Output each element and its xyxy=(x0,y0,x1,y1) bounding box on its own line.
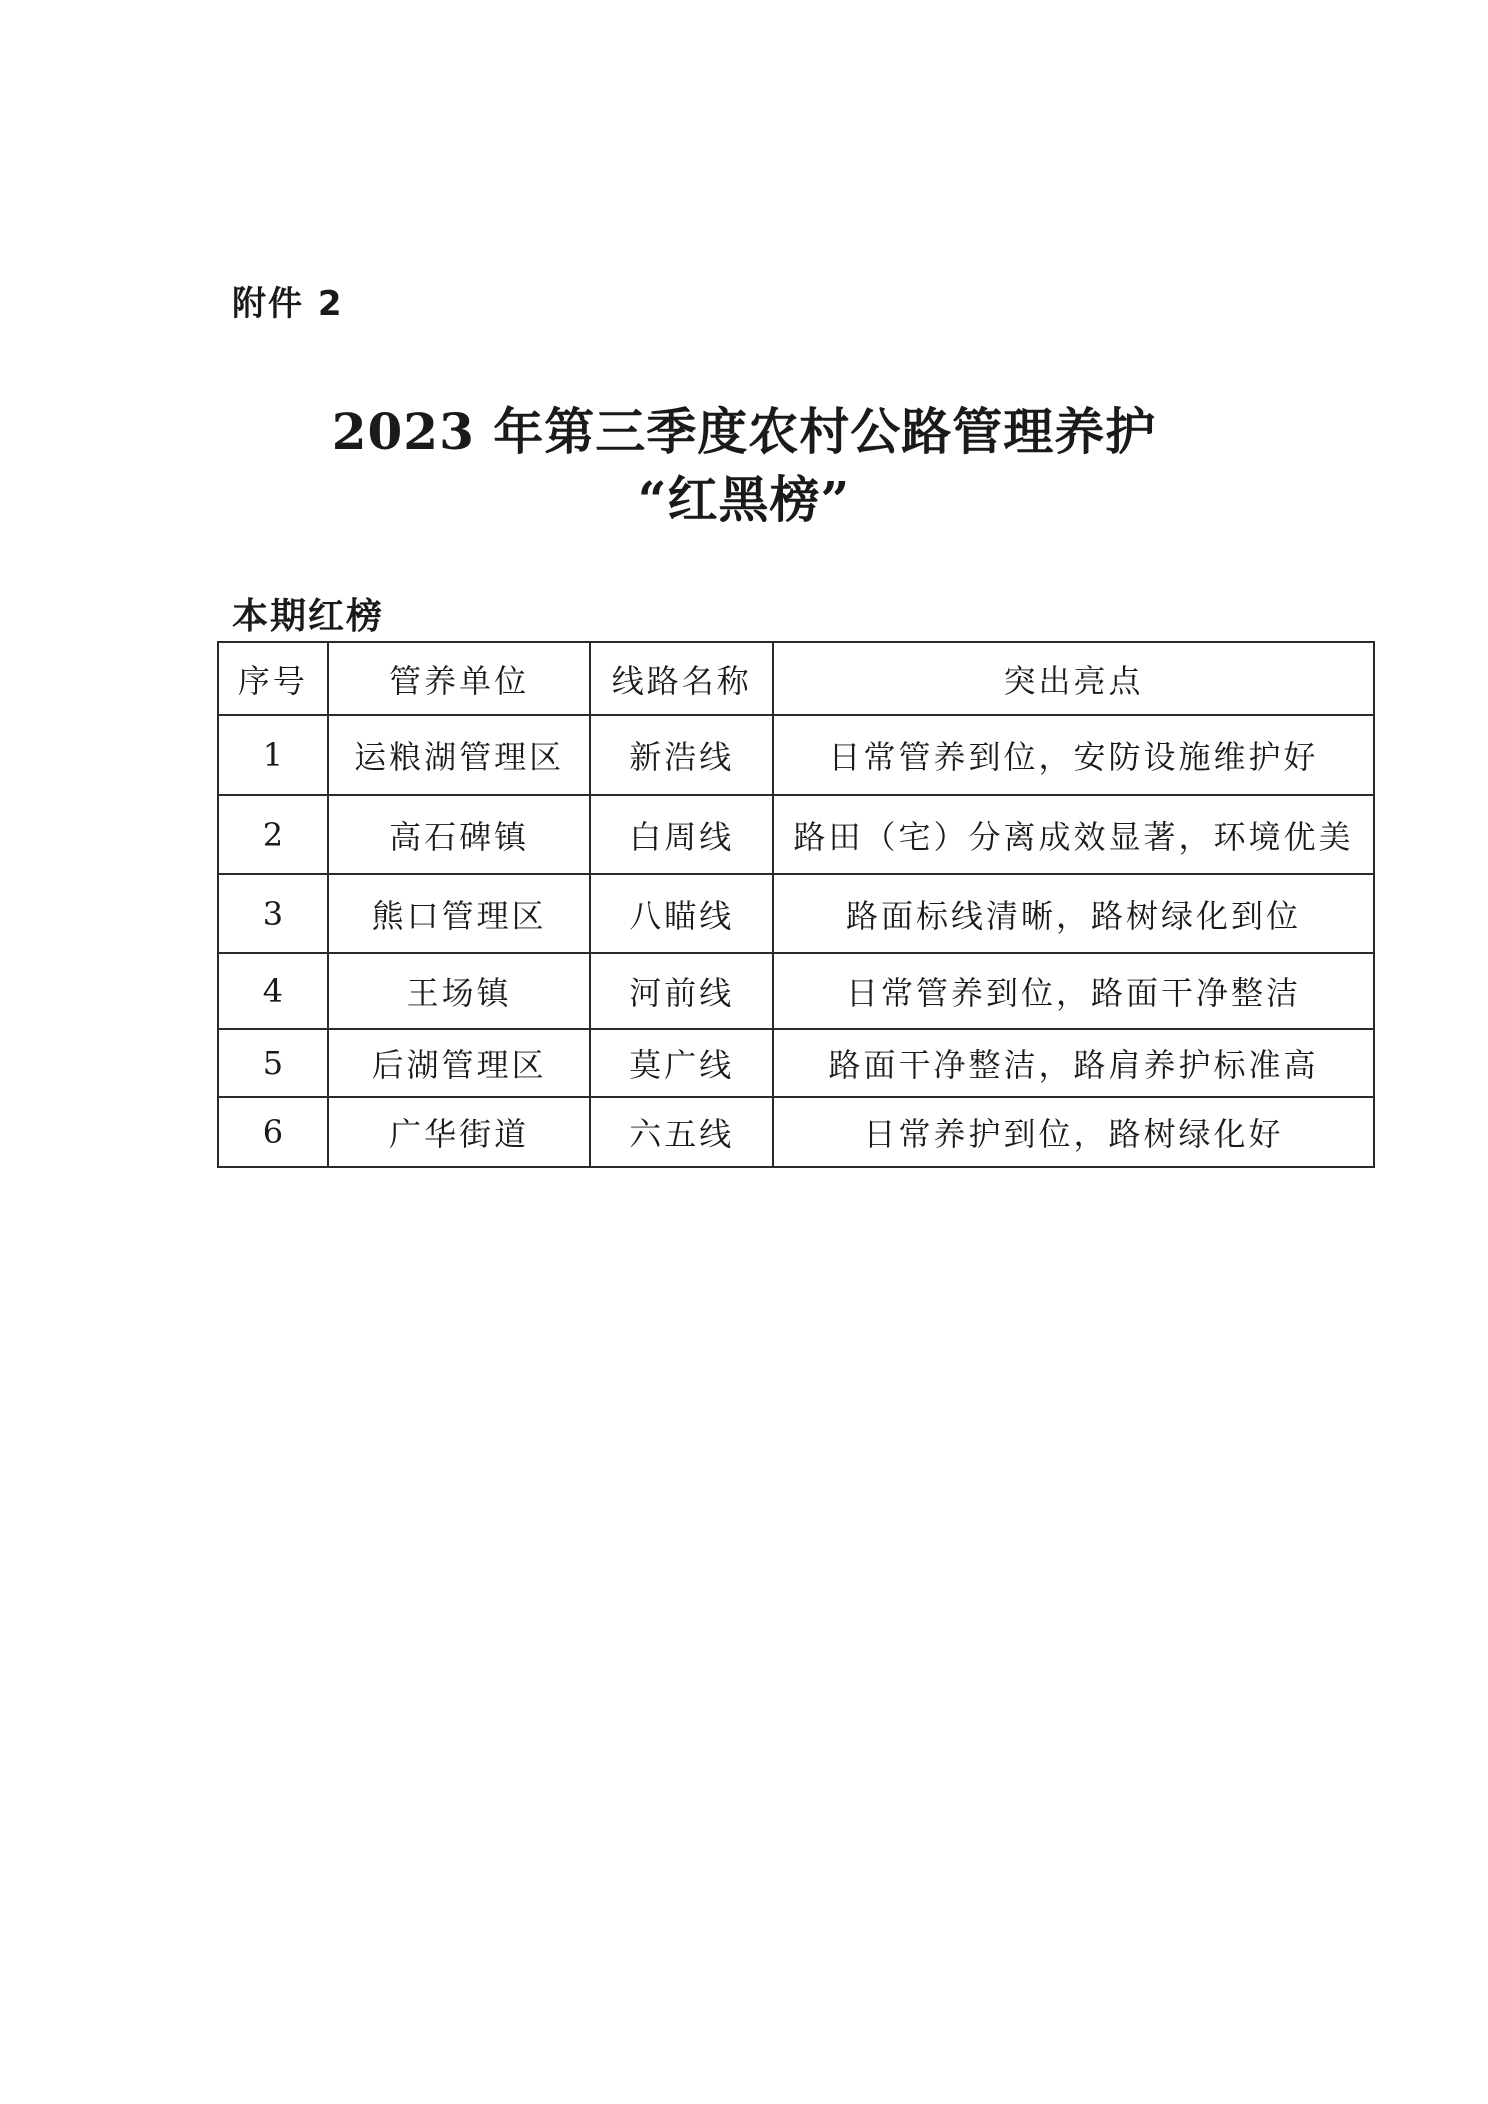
cell-route: 白周线 xyxy=(590,795,773,874)
cell-route: 新浩线 xyxy=(590,715,773,795)
cell-no: 3 xyxy=(218,874,328,953)
header-no: 序号 xyxy=(218,642,328,715)
cell-no: 4 xyxy=(218,953,328,1029)
table-row xyxy=(218,1097,1374,1167)
section-title: 本期红榜 xyxy=(232,596,385,637)
cell-highlight: 路面干净整洁，路肩养护标准高 xyxy=(773,1029,1374,1097)
cell-no: 2 xyxy=(218,795,328,874)
cell-unit: 王场镇 xyxy=(328,953,591,1029)
table-row xyxy=(218,874,1374,953)
table-header-row xyxy=(218,642,1374,715)
cell-highlight: 日常管养到位，安防设施维护好 xyxy=(773,715,1374,795)
table-row xyxy=(218,953,1374,1029)
header-highlight: 突出亮点 xyxy=(773,642,1374,715)
red-list-table xyxy=(217,641,1375,1168)
cell-highlight: 日常管养到位，路面干净整洁 xyxy=(773,953,1374,1029)
cell-no: 5 xyxy=(218,1029,328,1097)
cell-highlight: 日常养护到位，路树绿化好 xyxy=(773,1097,1374,1167)
header-route: 线路名称 xyxy=(590,642,773,715)
cell-route: 河前线 xyxy=(590,953,773,1029)
cell-unit: 高石碑镇 xyxy=(328,795,591,874)
table-row xyxy=(218,795,1374,874)
table-row xyxy=(218,715,1374,795)
cell-no: 1 xyxy=(218,715,328,795)
cell-route: 莫广线 xyxy=(590,1029,773,1097)
cell-unit: 后湖管理区 xyxy=(328,1029,591,1097)
cell-highlight: 路面标线清晰，路树绿化到位 xyxy=(773,874,1374,953)
attachment-label: 附件 2 xyxy=(232,284,344,324)
document-title-line-2: “红黑榜” xyxy=(637,470,851,529)
cell-unit: 广华街道 xyxy=(328,1097,591,1167)
cell-no: 6 xyxy=(218,1097,328,1167)
document-title-line-1: 2023 年第三季度农村公路管理养护 xyxy=(331,402,1157,461)
cell-route: 八瞄线 xyxy=(590,874,773,953)
cell-unit: 熊口管理区 xyxy=(328,874,591,953)
cell-route: 六五线 xyxy=(590,1097,773,1167)
table-row xyxy=(218,1029,1374,1097)
cell-highlight: 路田（宅）分离成效显著，环境优美 xyxy=(773,795,1374,874)
cell-unit: 运粮湖管理区 xyxy=(328,715,591,795)
header-unit: 管养单位 xyxy=(328,642,591,715)
